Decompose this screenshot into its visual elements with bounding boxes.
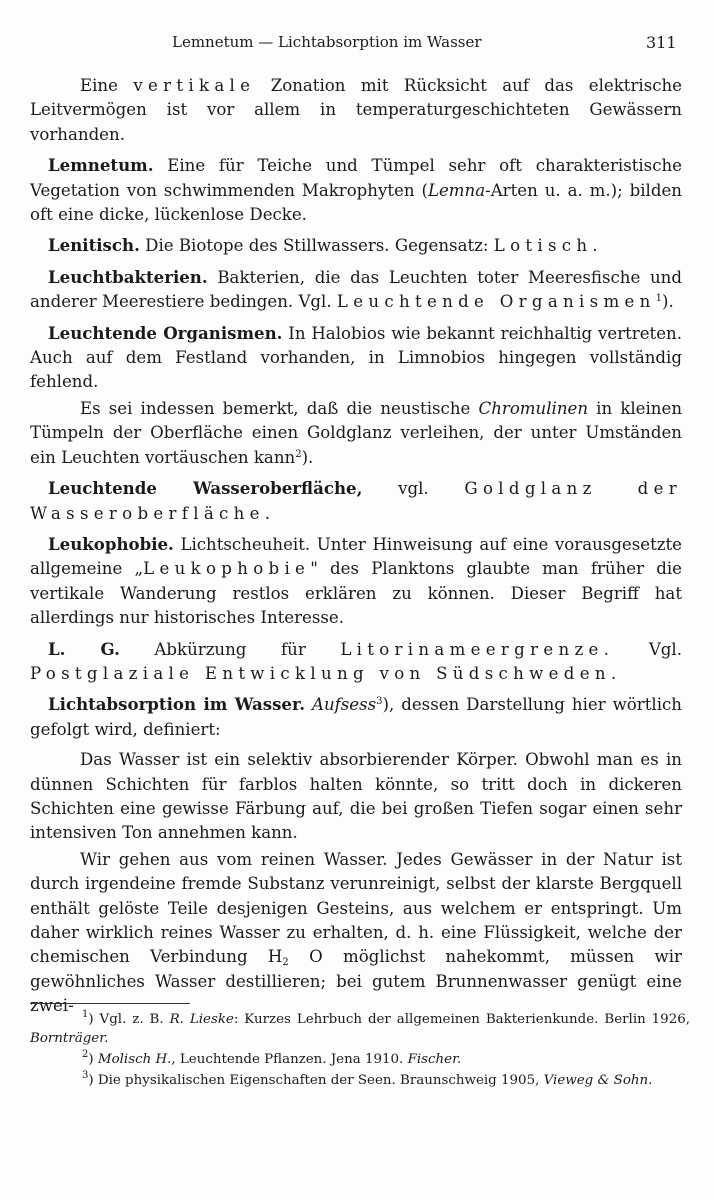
paragraph-chromulinen: [30, 397, 682, 470]
spaced-emphasis: vertikale: [133, 76, 256, 95]
page-number: 311: [646, 33, 677, 52]
footnote-ref: 2: [295, 448, 302, 460]
text-run: Eine für Teiche und Tümpel sehr oft charakteristische Vegetation von schwimmenden Makrophyten (: [30, 156, 682, 200]
running-header: [0, 33, 714, 55]
text-run: Bakterien, die das Leuchten toter Meeresfische und anderer Meerestiere bedingen. Vgl.: [30, 267, 682, 312]
footnote-1: [30, 1010, 690, 1048]
text-run: ), dessen Darstellung hier wörtlich gefolgt wird, definiert:: [30, 695, 682, 739]
entry-term: Lichtabsorption im Wasser.: [48, 694, 305, 715]
entry-lichtabsorption: [30, 692, 682, 742]
text-run: O möglichst nahekommt, müssen wir gewöhnliches Wasser destillieren; bei gutem Brunnenwasser genügt eine zwei-: [30, 947, 682, 1016]
text-run: ).: [301, 447, 314, 467]
text-run: in kleinen Tümpeln der Oberfläche einen Goldglanz verleihen, der unter Umständen ein Leuchten vortäuschen kann: [30, 398, 682, 467]
entry-term: Lemnetum.: [48, 155, 154, 176]
spaced-emphasis: Lotisch.: [493, 236, 603, 256]
text-run: Es sei indessen bemerkt, daß die neustische: [80, 398, 479, 418]
italic-term: Lemna-: [427, 180, 491, 200]
entry-leuchtende-organismen: [30, 321, 682, 395]
entry-lenitisch: [30, 233, 682, 258]
footnote-2: [30, 1050, 690, 1069]
entry-lg: [30, 637, 682, 687]
entry-leuchtbakterien: [30, 265, 682, 315]
italic-term: Chromulinen: [478, 398, 589, 418]
footnote-mark: 2: [82, 1049, 89, 1060]
spaced-emphasis: Leukophobie: [143, 559, 311, 579]
text-run: Eine: [80, 76, 134, 95]
footnote-mark: 1: [82, 1009, 89, 1020]
entry-leukophobie: [30, 532, 682, 631]
text-run: ) Vgl. z. B.: [88, 1012, 170, 1027]
entry-term: Lenitisch.: [48, 235, 140, 256]
italic-publisher: Bornträger.: [30, 1031, 109, 1046]
entry-term: Leuchtende Wasseroberfläche,: [48, 478, 363, 499]
entry-lemnetum: [30, 153, 682, 227]
footnote-mark: 3: [82, 1070, 89, 1081]
footnotes: [30, 1010, 690, 1092]
italic-author: Aufsess: [311, 695, 377, 715]
text-run: Abkürzung für: [119, 639, 341, 659]
footnote-ref: 3: [376, 696, 383, 708]
entry-term: Leuchtende Organismen.: [48, 322, 283, 343]
text-run: ) Die physikalischen Eigenschaften der Seen. Braunschweig 1905,: [88, 1073, 544, 1088]
entry-leuchtende-wasseroberflaeche: [30, 476, 682, 526]
text-run: Wir gehen aus vom reinen Wasser. Jedes Gewässer in der Natur ist durch irgendeine fremde Substanz verunreinigt, selbst der klarste Bergquell enthält gelöste Teile desjenigen Gesteins, aus welchem er entspringt. Um daher wirklich reines Wasser zu erhalten, d. h. eine Flüssigkeit, welche der chemischen Verbindung H: [30, 849, 682, 967]
paragraph-vertical-zonation: [30, 74, 682, 147]
italic-author: R. Lieske: [169, 1012, 234, 1027]
italic-publisher: Vieweg & Sohn.: [543, 1073, 653, 1088]
spaced-emphasis: Postglaziale Entwicklung von Südschweden.: [30, 663, 622, 683]
main-text: [30, 74, 682, 1025]
text-run: Vgl.: [614, 639, 683, 659]
text-run: Die Biotope des Stillwassers. Gegensatz:: [139, 236, 494, 256]
footnote-divider: [30, 1003, 190, 1004]
spaced-emphasis: Goldglanz der Wasseroberfläche.: [30, 479, 682, 523]
italic-author: Molisch H.: [97, 1052, 172, 1067]
text-run: " des Planktons glaubte man früher die vertikale Wanderung restlos erklären zu können. Dieser Begriff hat allerdings nur historisches Interesse.: [30, 559, 682, 628]
text-run: Lichtscheuheit. Unter Hinweisung auf eine vorausgesetzte allgemeine „: [30, 534, 682, 579]
text-run: Arten u. a. m.); bilden oft eine dicke, lückenlose Decke.: [30, 180, 682, 225]
text-run: ).: [662, 292, 674, 312]
text-run: , Leuchtende Pflanzen. Jena 1910.: [171, 1052, 408, 1067]
text-run: Zonation mit Rücksicht auf das elektrische Leitvermögen ist vor allem in temperaturgeschichteten Gewässern vorhanden.: [30, 76, 683, 144]
paragraph-selective-absorption: Das Wasser ist ein selektiv absorbierender Körper. Obwohl man es in dünnen Schichten für farblos halten könnte, so tritt doch in dickeren Schichten eine gewisse Färbung auf, die bei großen Tiefen sogar einen sehr intensiven Ton annehmen kann.: [30, 750, 682, 843]
footnote-ref: 1: [655, 293, 663, 305]
paragraph-pure-water: [30, 848, 682, 1019]
entry-term: Leuchtbakterien.: [48, 266, 208, 287]
footnote-3: [30, 1071, 690, 1090]
text-run: vgl.: [362, 479, 465, 499]
spaced-emphasis: Leuchtende Organismen: [336, 292, 656, 312]
running-title: Lemnetum — Lichtabsorption im Wasser: [172, 33, 482, 51]
spaced-emphasis: Litorinameergrenze.: [340, 639, 615, 659]
text-run: ): [88, 1052, 98, 1067]
text-run: In Halobios wie bekannt reichhaltig vertreten. Auch auf dem Festland vorhanden, in Limnobios hingegen vollständig fehlend.: [30, 323, 682, 392]
subscript: 2: [282, 957, 289, 969]
italic-publisher: Fischer.: [407, 1052, 462, 1067]
entry-term: L. G.: [48, 638, 120, 659]
text-run: : Kurzes Lehrbuch der allgemeinen Bakterienkunde. Berlin 1926,: [233, 1012, 691, 1027]
entry-term: Leukophobie.: [48, 533, 174, 554]
